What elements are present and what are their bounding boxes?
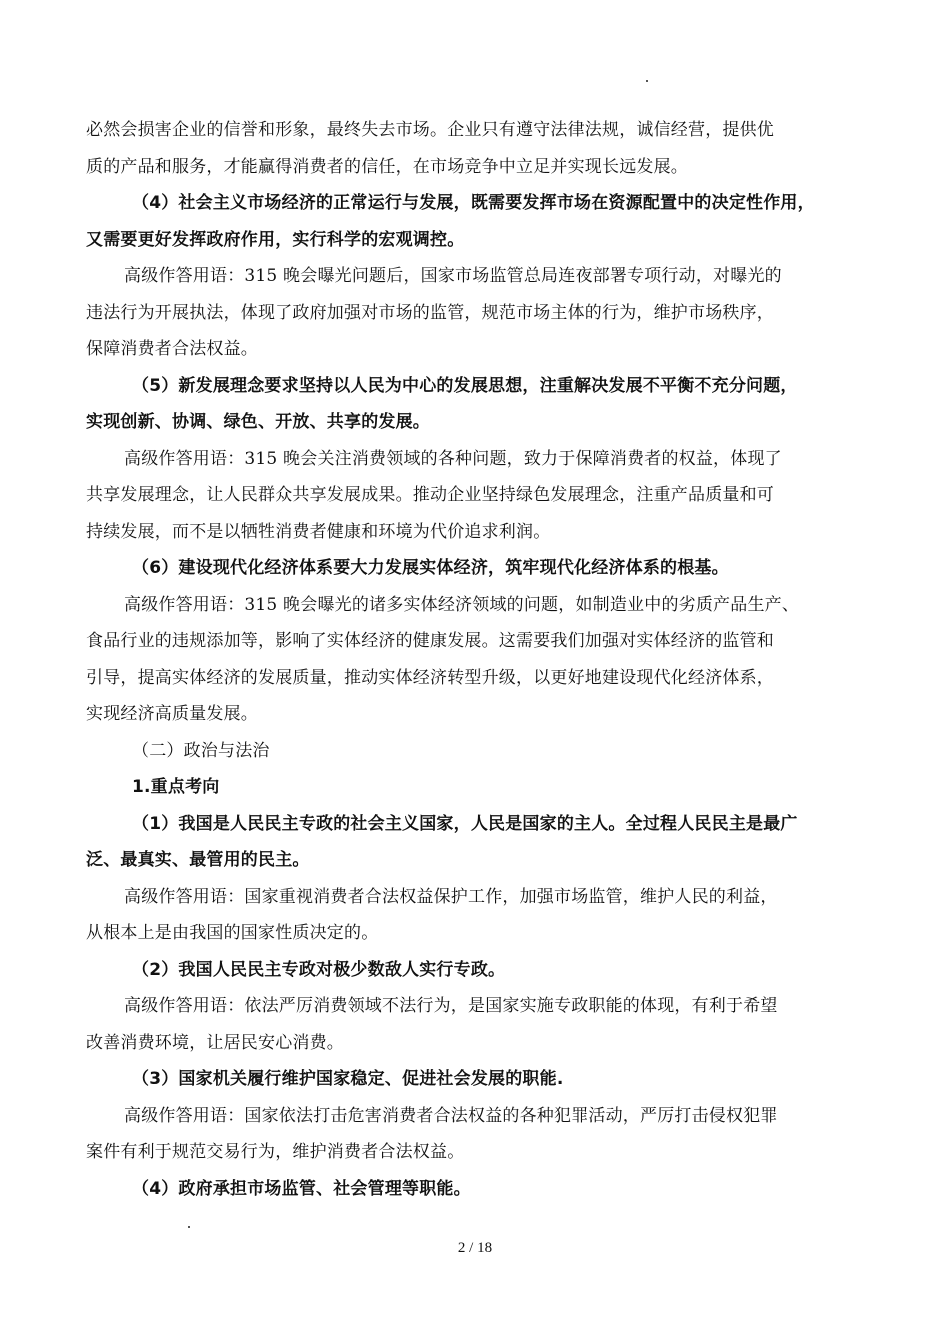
key-point-paragraph bbox=[86, 952, 866, 989]
text-line: 食品行业的违规添加等，影响了实体经济的健康发展。这需要我们加强对实体经济的监管和 bbox=[86, 631, 774, 651]
text-line: 质的产品和服务，才能赢得消费者的信任，在市场竞争中立足并实现长远发展。 bbox=[86, 156, 688, 177]
scan-speck bbox=[646, 80, 648, 82]
answer-paragraph bbox=[86, 258, 866, 368]
key-point-paragraph bbox=[86, 1171, 866, 1208]
key-point-paragraph bbox=[86, 806, 866, 879]
text-line: 高级作答用语：315 晚会关注消费领域的各种问题，致力于保障消费者的权益，体现了 bbox=[124, 448, 782, 469]
text-line: 违法行为开展执法，体现了政府加强对市场的监管，规范市场主体的行为，维护市场秩序， bbox=[86, 302, 774, 323]
answer-paragraph bbox=[86, 441, 866, 551]
text-line: 从根本上是由我国的国家性质决定的。 bbox=[86, 923, 379, 943]
text-line: 持续发展，而不是以牺牲消费者健康和环境为代价追求利润。 bbox=[86, 521, 551, 542]
key-point-paragraph bbox=[86, 368, 866, 441]
text-line: 共享发展理念，让人民群众共享发展成果。推动企业坚持绿色发展理念，注重产品质量和可 bbox=[86, 485, 774, 505]
text-line: （2）我国人民民主专政对极少数敌人实行专政。 bbox=[132, 959, 506, 980]
text-line: 高级作答用语：依法严厉消费领域不法行为，是国家实施专政职能的体现，有利于希望 bbox=[124, 996, 778, 1016]
text-line: （1）我国是人民民主专政的社会主义国家，人民是国家的主人。全过程人民民主是最广 bbox=[132, 813, 798, 834]
text-line: 高级作答用语：国家重视消费者合法权益保护工作，加强市场监管，维护人民的利益， bbox=[124, 886, 778, 907]
page-number: 2 / 18 bbox=[457, 1240, 493, 1256]
answer-paragraph bbox=[86, 988, 866, 1061]
text-line: （3）国家机关履行维护国家稳定、促进社会发展的职能. bbox=[132, 1069, 564, 1089]
subsection-title: 1.重点考向 bbox=[132, 777, 220, 797]
answer-paragraph bbox=[86, 1098, 866, 1171]
section-title: （二）政治与法治 bbox=[132, 740, 270, 761]
text-line: 高级作答用语：315 晚会曝光问题后，国家市场监管总局连夜部署专项行动，对曝光的 bbox=[124, 266, 782, 286]
text-line: 又需要更好发挥政府作用，实行科学的宏观调控。 bbox=[86, 229, 465, 250]
key-point-paragraph bbox=[86, 185, 866, 258]
text-line: 案件有利于规范交易行为，维护消费者合法权益。 bbox=[86, 1142, 465, 1162]
text-line: 必然会损害企业的信誉和形象，最终失去市场。企业只有遵守法律法规，诚信经营，提供优 bbox=[86, 120, 774, 140]
answer-paragraph bbox=[86, 587, 866, 733]
text-line: （5）新发展理念要求坚持以人民为中心的发展思想，注重解决发展不平衡不充分问题， bbox=[132, 375, 798, 396]
section-heading bbox=[86, 733, 866, 770]
key-point-paragraph bbox=[86, 550, 866, 587]
text-line: 引导，提高实体经济的发展质量，推动实体经济转型升级，以更好地建设现代化经济体系， bbox=[86, 667, 774, 688]
text-line: 泛、最真实、最管用的民主。 bbox=[86, 850, 310, 870]
text-line: （4）社会主义市场经济的正常运行与发展，既需要发挥市场在资源配置中的决定性作用， bbox=[132, 193, 815, 213]
document-body bbox=[86, 112, 866, 1207]
text-line: 实现经济高质量发展。 bbox=[86, 704, 258, 724]
text-line: 实现创新、协调、绿色、开放、共享的发展。 bbox=[86, 412, 430, 432]
text-line: 保障消费者合法权益。 bbox=[86, 339, 258, 359]
paragraph-body bbox=[86, 112, 866, 185]
text-line: （6）建设现代化经济体系要大力发展实体经济，筑牢现代化经济体系的根基。 bbox=[132, 558, 729, 578]
scan-speck bbox=[188, 1226, 190, 1228]
text-line: 高级作答用语：国家依法打击危害消费者合法权益的各种犯罪活动，严厉打击侵权犯罪 bbox=[124, 1105, 778, 1126]
key-point-paragraph bbox=[86, 1061, 866, 1098]
text-line: （4）政府承担市场监管、社会管理等职能。 bbox=[132, 1178, 471, 1199]
text-line: 改善消费环境，让居民安心消费。 bbox=[86, 1032, 344, 1053]
answer-paragraph bbox=[86, 879, 866, 952]
text-line: 高级作答用语：315 晚会曝光的诸多实体经济领域的问题，如制造业中的劣质产品生产、 bbox=[124, 594, 800, 615]
subsection-heading bbox=[86, 769, 866, 806]
